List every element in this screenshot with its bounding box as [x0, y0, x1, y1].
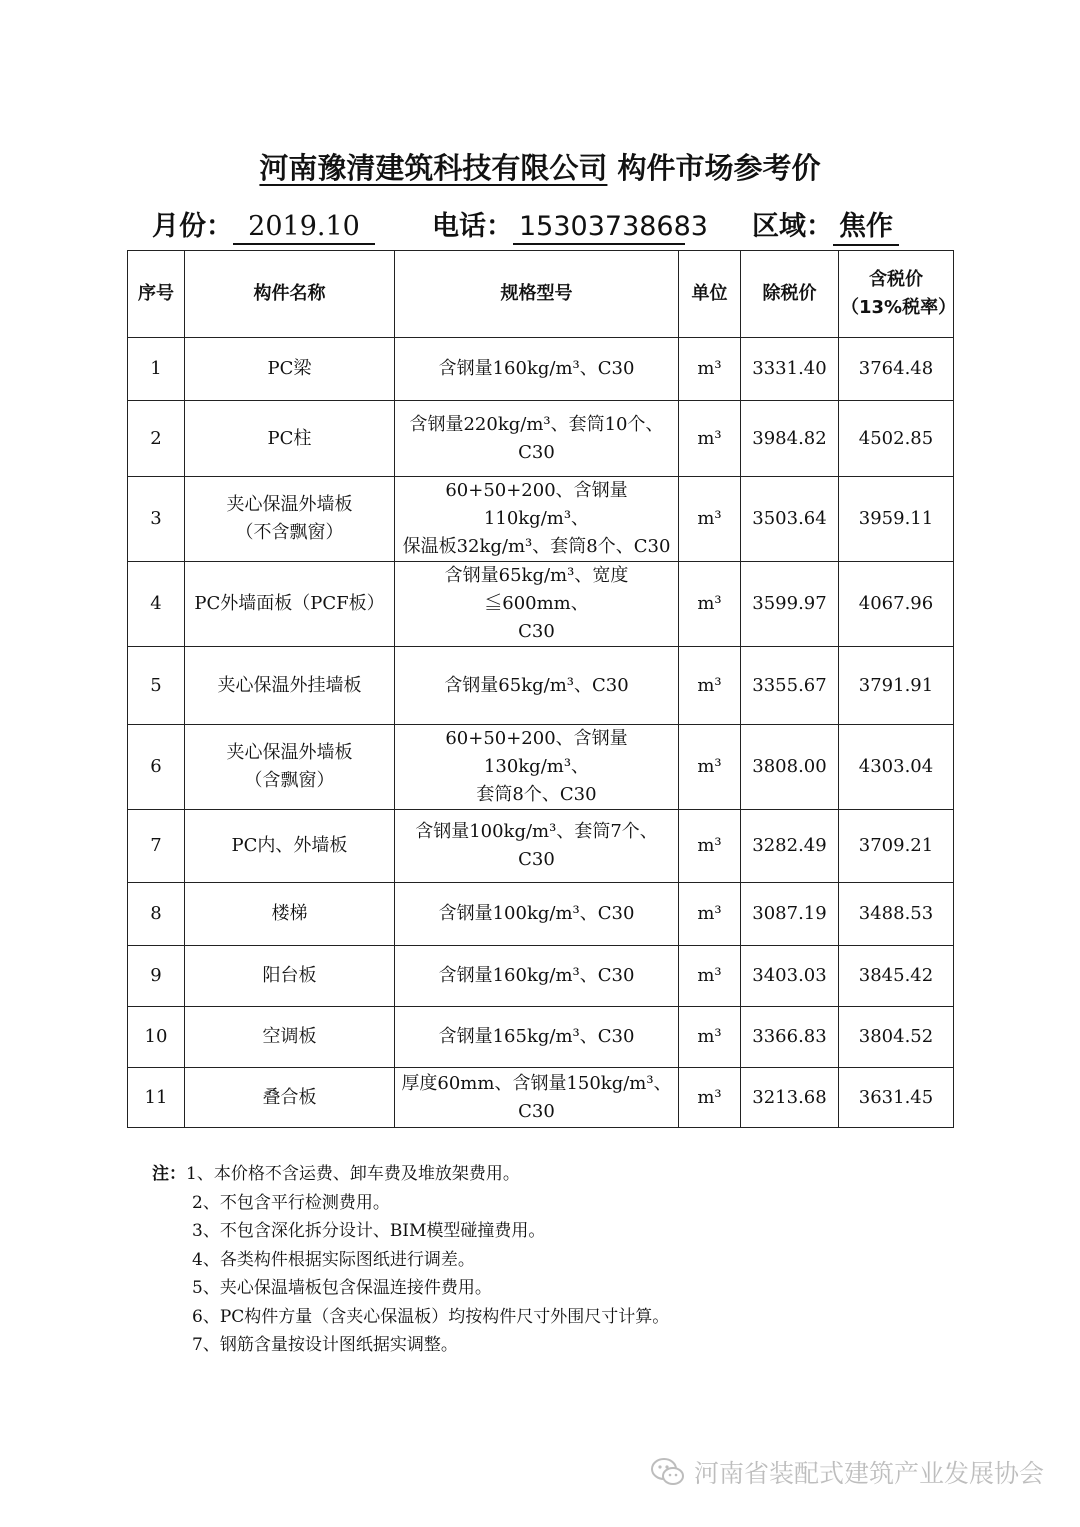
row-name — [185, 562, 395, 647]
watermark — [650, 1454, 1044, 1490]
spec-line: 60+50+200、含钢量110kg/m³、 — [445, 480, 628, 529]
price-table — [127, 250, 957, 1128]
row-spec — [395, 1068, 679, 1128]
row-spec — [395, 810, 679, 883]
row-unit: m³ — [679, 477, 741, 562]
component-name: 阳台板 — [262, 965, 317, 986]
spec-line: 含钢量160kg/m³、C30 — [438, 965, 635, 986]
phone-value: 15303738683 — [513, 211, 685, 245]
row-unit: m³ — [679, 647, 741, 725]
row-spec — [395, 477, 679, 562]
row-no: 8 — [128, 883, 185, 946]
table-row — [128, 562, 954, 647]
row-price-inc: 3488.53 — [839, 883, 954, 946]
component-name: 夹心保温外墙板 — [226, 494, 353, 515]
page-title — [0, 146, 1080, 187]
row-name — [185, 647, 395, 725]
spec-line: 保温板32kg/m³、套筒8个、C30 — [402, 536, 671, 557]
month-field — [152, 204, 375, 245]
row-unit: m³ — [679, 338, 741, 401]
row-price-ex: 3331.40 — [741, 338, 839, 401]
company-name: 河南豫清建筑科技有限公司 — [259, 151, 608, 185]
row-no: 4 — [128, 562, 185, 647]
row-price-inc: 3959.11 — [839, 477, 954, 562]
row-price-ex: 3599.97 — [741, 562, 839, 647]
table-row — [128, 883, 954, 946]
row-price-inc: 4067.96 — [839, 562, 954, 647]
notes — [152, 1160, 669, 1360]
row-price-inc: 3709.21 — [839, 810, 954, 883]
row-unit: m³ — [679, 1007, 741, 1068]
component-name-note: （不含飘窗） — [235, 522, 344, 543]
spec-line: 含钢量100kg/m³、套筒7个、 — [415, 821, 658, 842]
component-name: PC外墙面板（PCF板） — [194, 593, 385, 614]
header-no: 序号 — [128, 251, 185, 338]
spec-line: 含钢量65kg/m³、宽度≦600mm、 — [444, 565, 629, 614]
row-name — [185, 883, 395, 946]
row-spec — [395, 946, 679, 1007]
row-price-inc: 3631.45 — [839, 1068, 954, 1128]
row-unit: m³ — [679, 1068, 741, 1128]
note-item: 1、本价格不含运费、卸车费及堆放架费用。 — [186, 1164, 520, 1184]
header-price-inc — [839, 251, 957, 338]
row-price-inc: 4303.04 — [839, 725, 954, 810]
row-spec — [395, 562, 679, 647]
row-no: 5 — [128, 647, 185, 725]
row-unit: m³ — [679, 883, 741, 946]
title-suffix: 构件市场参考价 — [617, 151, 821, 185]
row-unit: m³ — [679, 401, 741, 477]
note-item: 5、夹心保温墙板包含保温连接件费用。 — [192, 1278, 492, 1298]
row-no: 1 — [128, 338, 185, 401]
row-unit: m³ — [679, 946, 741, 1007]
region-label: 区域： — [752, 211, 833, 242]
row-price-inc: 3791.91 — [839, 647, 954, 725]
note-item: 6、PC构件方量（含夹心保温板）均按构件尺寸外围尺寸计算。 — [192, 1306, 670, 1327]
month-label: 月份： — [152, 211, 233, 242]
row-name — [185, 810, 395, 883]
row-price-ex: 3808.00 — [741, 725, 839, 810]
spec-line: C30 — [518, 621, 555, 642]
component-name: 空调板 — [262, 1026, 317, 1047]
header-price-inc-line2: （13%税率） — [841, 297, 957, 318]
spec-line: 含钢量220kg/m³、套筒10个、 — [409, 413, 664, 435]
row-spec — [395, 725, 679, 810]
spec-line: 含钢量160kg/m³、C30 — [438, 358, 635, 379]
table-row — [128, 401, 954, 477]
table-row — [128, 647, 954, 725]
table-row — [128, 725, 954, 810]
row-name — [185, 1007, 395, 1068]
spec-line: C30 — [518, 441, 555, 463]
phone-label: 电话： — [432, 211, 513, 242]
row-spec — [395, 1007, 679, 1068]
region-value: 焦作 — [833, 204, 899, 246]
row-price-ex: 3984.82 — [741, 401, 839, 477]
notes-label: 注： — [152, 1164, 186, 1184]
row-price-inc: 3845.42 — [839, 946, 954, 1007]
row-name — [185, 401, 395, 477]
row-price-ex: 3282.49 — [741, 810, 839, 883]
spec-line: 含钢量100kg/m³、C30 — [438, 903, 635, 924]
row-unit: m³ — [679, 810, 741, 883]
row-spec — [395, 883, 679, 946]
row-price-inc: 3764.48 — [839, 338, 954, 401]
component-name: PC梁 — [267, 358, 312, 379]
header-price-inc-line1: 含税价 — [869, 269, 923, 290]
row-price-ex: 3355.67 — [741, 647, 839, 725]
row-no: 3 — [128, 477, 185, 562]
row-spec — [395, 401, 679, 477]
header-unit: 单位 — [679, 251, 741, 338]
table-row — [128, 1007, 954, 1068]
row-name — [185, 1068, 395, 1128]
table-row — [128, 946, 954, 1007]
note-item: 2、不包含平行检测费用。 — [192, 1192, 390, 1213]
row-no: 9 — [128, 946, 185, 1007]
component-name: PC内、外墙板 — [231, 835, 348, 856]
note-item: 7、钢筋含量按设计图纸据实调整。 — [192, 1335, 458, 1355]
row-price-ex: 3366.83 — [741, 1007, 839, 1068]
component-name-note: （含飘窗） — [244, 770, 335, 791]
row-unit: m³ — [679, 562, 741, 647]
row-price-inc: 3804.52 — [839, 1007, 954, 1068]
row-price-ex: 3087.19 — [741, 883, 839, 946]
row-spec — [395, 338, 679, 401]
row-price-inc: 4502.85 — [839, 401, 954, 477]
component-name: 叠合板 — [262, 1086, 317, 1108]
row-spec — [395, 647, 679, 725]
row-name — [185, 946, 395, 1007]
header-spec: 规格型号 — [395, 251, 679, 338]
component-name: 夹心保温外挂墙板 — [217, 674, 362, 696]
row-price-ex: 3503.64 — [741, 477, 839, 562]
header-price-ex: 除税价 — [741, 251, 839, 338]
note-item: 4、各类构件根据实际图纸进行调差。 — [192, 1249, 475, 1270]
note-item: 3、不包含深化拆分设计、BIM模型碰撞费用。 — [192, 1221, 546, 1241]
spec-line: 含钢量165kg/m³、C30 — [438, 1026, 635, 1047]
row-no: 10 — [128, 1007, 185, 1068]
row-no: 11 — [128, 1068, 185, 1128]
spec-line: 厚度60mm、含钢量150kg/m³、C30 — [401, 1072, 672, 1122]
spec-line: C30 — [518, 849, 555, 870]
row-price-ex: 3403.03 — [741, 946, 839, 1007]
table-row — [128, 810, 954, 883]
component-name: 夹心保温外墙板 — [226, 742, 353, 763]
row-no: 6 — [128, 725, 185, 810]
row-name — [185, 477, 395, 562]
table-row — [128, 1068, 954, 1128]
month-value: 2019.10 — [233, 211, 375, 245]
region-field — [752, 204, 899, 246]
table-row — [128, 477, 954, 562]
table-header-row — [128, 251, 954, 338]
phone-field — [432, 204, 708, 245]
watermark-text: 河南省装配式建筑产业发展协会 — [693, 1459, 1044, 1488]
row-unit: m³ — [679, 725, 741, 810]
spec-line: 60+50+200、含钢量130kg/m³、 — [445, 728, 628, 777]
row-no: 7 — [128, 810, 185, 883]
spec-line: 含钢量65kg/m³、C30 — [444, 674, 629, 696]
component-name: PC柱 — [267, 427, 312, 449]
header-name: 构件名称 — [185, 251, 395, 338]
wechat-icon — [650, 1457, 686, 1487]
row-no: 2 — [128, 401, 185, 477]
table-row — [128, 338, 954, 401]
spec-line: 套筒8个、C30 — [476, 784, 597, 805]
row-price-ex: 3213.68 — [741, 1068, 839, 1128]
row-name — [185, 338, 395, 401]
component-name: 楼梯 — [271, 903, 308, 924]
row-name — [185, 725, 395, 810]
